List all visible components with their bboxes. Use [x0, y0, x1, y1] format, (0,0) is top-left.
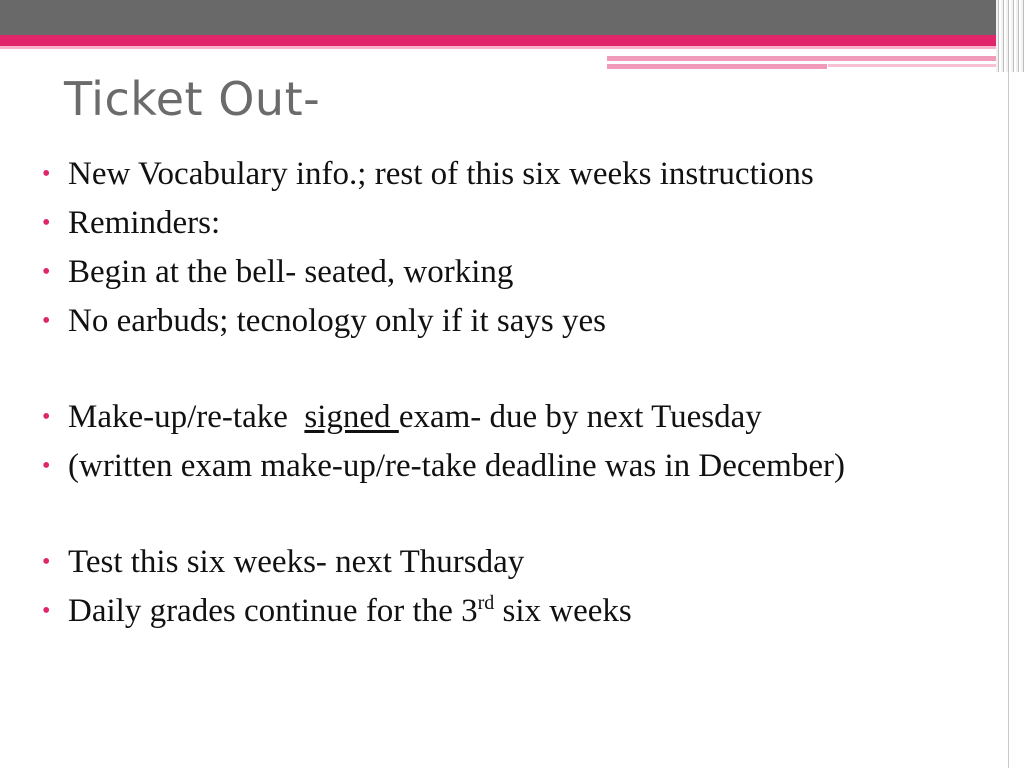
- makeup-prefix: Make-up/re-take: [68, 399, 305, 435]
- bullet-icon: •: [42, 259, 51, 285]
- bullet-item: [40, 203, 940, 244]
- bullet-item-makeup: [40, 397, 940, 438]
- slide-body: [40, 154, 940, 640]
- bullet-item: [40, 252, 940, 293]
- daily-prefix: Daily grades continue for the 3: [68, 593, 478, 629]
- bullet-icon: •: [42, 453, 51, 479]
- bullet-icon: •: [42, 404, 51, 430]
- bullet-text: (written exam make-up/re-take deadline was in December): [68, 448, 845, 484]
- bullet-item: [40, 301, 940, 342]
- bullet-text: Test this six weeks- next Thursday: [68, 544, 525, 580]
- decor-right-border-line: [1008, 72, 1009, 768]
- spacer: [40, 350, 940, 397]
- daily-suffix: six weeks: [494, 593, 632, 629]
- header-pink-band: [0, 35, 1024, 46]
- decor-vertical-lines: [996, 0, 1024, 72]
- bullet-text: Begin at the bell- seated, working: [68, 254, 514, 290]
- decor-pink-stripe: [607, 56, 997, 61]
- slide-title: Ticket Out-: [64, 72, 321, 126]
- header-pink-thin-line: [0, 46, 1024, 49]
- bullet-icon: •: [42, 308, 51, 334]
- bullet-icon: •: [42, 549, 51, 575]
- bullet-text: No earbuds; tecnology only if it says yes: [68, 303, 606, 339]
- bullet-icon: •: [42, 598, 51, 624]
- bullet-icon: •: [42, 161, 51, 187]
- header-gray-band: [0, 0, 1024, 35]
- makeup-underlined: signed: [304, 399, 399, 435]
- decor-pink-stripe: [828, 64, 998, 67]
- bullet-item: [40, 154, 940, 195]
- decor-pink-stripe: [607, 64, 827, 69]
- makeup-suffix: exam- due by next Tuesday: [398, 399, 762, 435]
- bullet-text: New Vocabulary info.; rest of this six weeks instructions: [68, 156, 814, 192]
- bullet-text: Reminders:: [68, 205, 221, 241]
- daily-superscript: rd: [477, 592, 495, 614]
- bullet-item: [40, 446, 940, 487]
- spacer: [40, 495, 940, 542]
- bullet-item: [40, 542, 940, 583]
- bullet-item-daily: [40, 591, 940, 632]
- bullet-icon: •: [42, 210, 51, 236]
